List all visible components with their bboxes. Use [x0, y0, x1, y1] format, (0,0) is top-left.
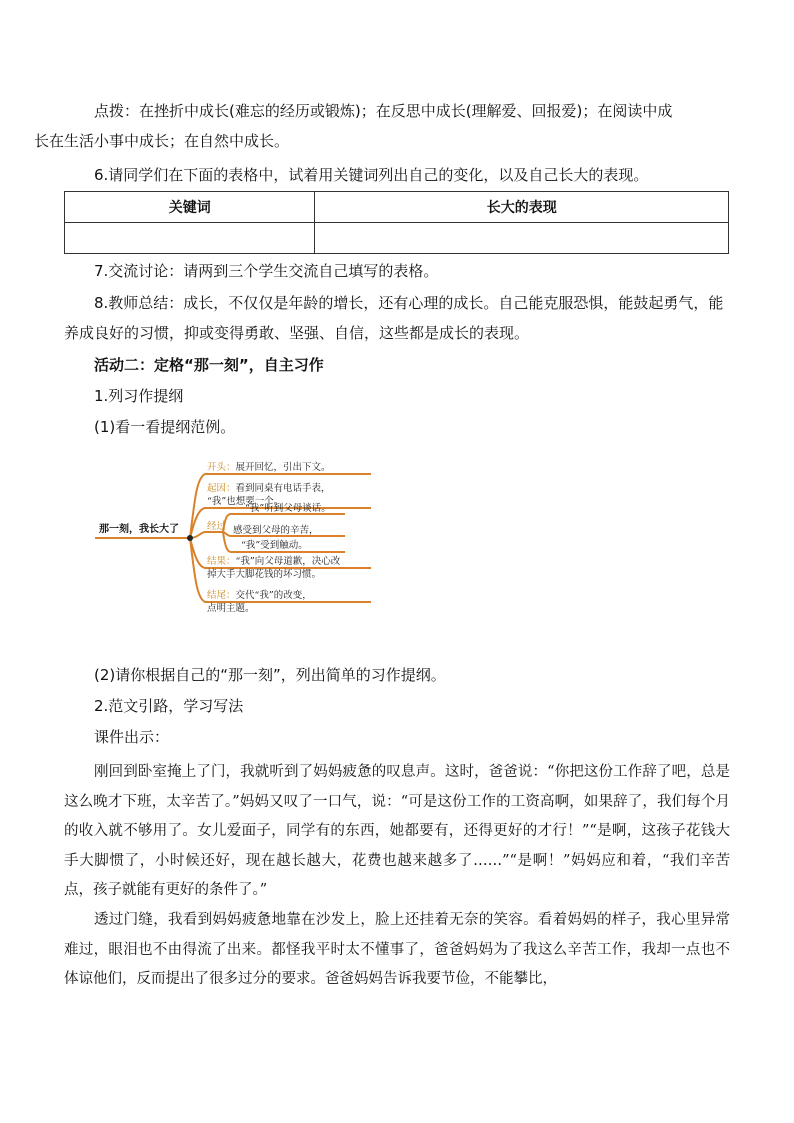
- branch-cause-label: 起因：: [207, 483, 236, 494]
- branch-result-label: 结果：: [207, 556, 236, 567]
- activity-2-heading: 活动二：定格“那一刻”，自主习作: [94, 356, 324, 374]
- step-1: 1.列习作提纲: [94, 387, 184, 405]
- tip-line-1: 点拨：在挫折中成长(难忘的经历或锻炼)；在反思中成长(理解爱、回报爱)；在阅读中成: [94, 102, 673, 120]
- keyword-table: [64, 191, 729, 254]
- step-2: 2.范文引路，学习写法: [94, 697, 244, 715]
- branch-ending-label: 结尾：: [207, 590, 236, 601]
- branch-process-sub-1: “我”听到父母谈话。: [245, 503, 331, 514]
- branch-process-sub-3: “我”受到触动。: [241, 540, 308, 551]
- tip-paragraph: [34, 96, 730, 156]
- table-header-growth: 长大的表现: [315, 192, 729, 223]
- branch-cause: [207, 482, 331, 494]
- step-1b: (2)请你根据自己的“那一刻”，列出简单的习作提纲。: [94, 666, 446, 684]
- branch-cause-line-1: 看到同桌有电话手表，: [235, 483, 331, 494]
- question-7: 7.交流讨论：请两到三个学生交流自己填写的表格。: [94, 262, 439, 280]
- table-cell-growth[interactable]: [315, 223, 729, 254]
- branch-result-line-2: 掉大手大脚花钱的坏习惯。: [207, 569, 322, 580]
- table-header-keyword: 关键词: [65, 192, 315, 223]
- model-passage-paragraph-1: 刚回到卧室掩上了门，我就听到了妈妈疲惫的叹息声。这时，爸爸说：“你把这份工作辞了吧，总是这么晚才下班，太辛苦了。”妈妈又叹了一口气，说：“可是这份工作的工资高啊，如果辞了，我们每个月的收入就不够用了。女儿爱面子，同学有的东西，她都要有，还得更好的才行！”“是啊，这孩子花钱大手大脚惯了，小时候还好，现在越长越大，花费也越来越多了……”“是啊！”妈妈应和着，“我们辛苦点，孩子就能有更好的条件了。”: [64, 764, 730, 898]
- table-row: [65, 223, 729, 254]
- branch-opening-label: 开头：: [207, 462, 236, 473]
- branch-result: [207, 555, 341, 567]
- branch-line-process: [190, 532, 223, 538]
- step-1a: (1)看一看提纲范例。: [94, 418, 236, 436]
- branch-ending: [207, 589, 312, 601]
- root-node: [187, 535, 193, 541]
- table-header-row: [65, 192, 729, 223]
- table-cell-keyword[interactable]: [65, 223, 315, 254]
- question-6: 6.请同学们在下面的表格中，试着用关键词列出自己的变化，以及自己长大的表现。: [94, 166, 649, 184]
- question-8: 8.教师总结：成长，不仅仅是年龄的增长，还有心理的成长。自己能克服恐惧，能鼓起勇气，能养成良好的习惯，抑或变得勇敢、坚强、自信，这些都是成长的表现。: [64, 294, 724, 342]
- branch-cause-line-2: “我”也想要一个。: [207, 496, 284, 507]
- branch-process-label: 经过: [207, 521, 227, 532]
- branch-opening: [207, 461, 331, 473]
- model-passage-paragraph-2: 透过门缝，我看到妈妈疲惫地靠在沙发上，脸上还挂着无奈的笑容。看着妈妈的样子，我心里异常难过，眼泪也不由得流了出来。都怪我平时太不懂事了，爸爸妈妈为了我这么辛苦工作，我却一点也不体谅他们，反而提出了很多过分的要求。爸爸妈妈告诉我要节俭，不能攀比，: [64, 912, 730, 987]
- mindmap-root-label: 那一刻，我长大了: [99, 524, 179, 535]
- branch-ending-line-2: 点明主题。: [207, 603, 255, 614]
- outline-mindmap: [95, 456, 375, 626]
- tip-line-2: 长在生活小事中成长；在自然中成长。: [34, 132, 290, 150]
- branch-result-line-1: “我”向父母道歉，决心改: [235, 556, 341, 567]
- courseware-label: 课件出示：: [94, 728, 170, 746]
- branch-opening-line-1: 展开回忆，引出下文。: [235, 462, 331, 473]
- branch-process-sub-2: 感受到父母的辛苦，: [233, 525, 319, 536]
- branch-ending-line-1: 交代“我”的改变，: [235, 590, 312, 601]
